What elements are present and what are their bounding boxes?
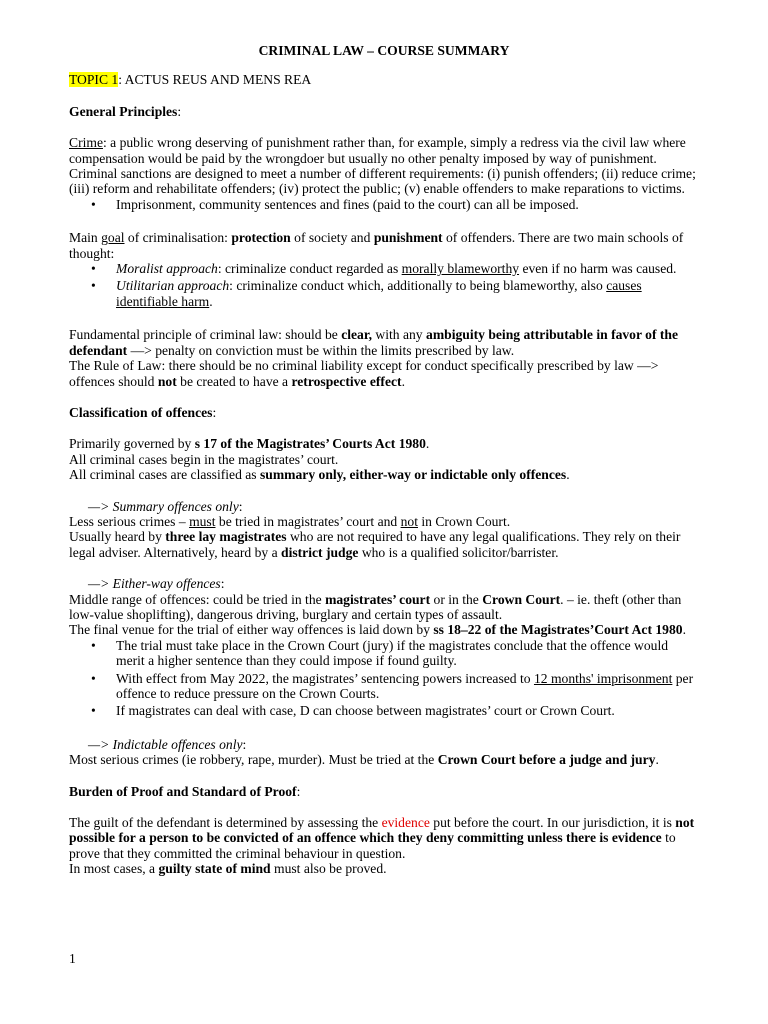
document-title: CRIMINAL LAW – COURSE SUMMARY [258, 43, 510, 58]
page-number: 1 [69, 951, 76, 966]
goal-paragraph: Main goal of criminalisation: protection of society and punishment of offenders. There are two main schools of thought: [69, 230, 684, 261]
burden-heading: Burden of Proof and Standard of Proof: [69, 783, 301, 799]
general-principles-heading: General Principles: [69, 103, 182, 119]
schools-of-thought-list [69, 261, 699, 309]
summary-offences-heading: —> Summary offences only: [88, 498, 243, 514]
indictable-heading: —> Indictable offences only: [88, 736, 247, 752]
summary-line-2: Usually heard by three lay magistrates who are not required to have any legal qualifications. They rely on their legal adviser. Alternatively, heard by a district judge who is a qualified solicitor/barrister. [69, 529, 681, 560]
crime-term: Crime [69, 135, 103, 151]
cases-begin-line: All criminal cases begin in the magistrates’ court. [69, 451, 339, 467]
evidence-word: evidence [381, 815, 430, 831]
list-item: • With effect from May 2022, the magistrates’ sentencing powers increased to 12 months' imprisonment per offence to reduce pressure on the Crown Courts. [91, 670, 694, 701]
either-way-line-2: The final venue for the trial of either way offences is laid down by ss 18–22 of the Magistrates’Court Act 1980. [69, 622, 686, 638]
either-way-heading: —> Either-way offences: [88, 576, 225, 592]
either-way-line-1: Middle range of offences: could be tried in the magistrates’ court or in the Crown Court. – ie. theft (other than low-value shoplifting), dangerous driving, burglary and certain types of assault. [69, 591, 682, 622]
topic-heading: TOPIC 1: ACTUS REUS AND MENS REA [69, 72, 312, 88]
rule-of-law-paragraph: The Rule of Law: there should be no criminal liability except for conduct specifically prescribed by law —> offences should not be created to have a retrospective effect. [69, 358, 659, 389]
summary-line-1: Less serious crimes – must be tried in magistrates’ court and not in Crown Court. [69, 513, 511, 529]
document-page [69, 43, 699, 877]
governed-by-line: Primarily governed by s 17 of the Magistrates’ Courts Act 1980. [69, 436, 430, 452]
list-item: • If magistrates can deal with case, D can choose between magistrates’ court or Crown Court. [91, 703, 615, 719]
crime-definition: Crime: a public wrong deserving of punishment rather than, for example, simply a redress via the civil law where compensation would be paid by the wrongdoer but usually no other penalty imposed by way of punishment. [69, 135, 686, 166]
list-item: • Imprisonment, community sentences and fines (paid to the court) can all be imposed. [91, 196, 579, 212]
sanctions-list [69, 197, 699, 212]
list-item: • The trial must take place in the Crown Court (jury) if the magistrates conclude that the offence would merit a higher sentence than they could impose if found guilty. [91, 637, 669, 669]
indictable-line-1: Most serious crimes (ie robbery, rape, murder). Must be tried at the Crown Court before a judge and jury. [69, 752, 659, 768]
burden-paragraph: The guilt of the defendant is determined by assessing the evidence put before the court. In our jurisdiction, it is not possible for a person to be convicted of an offence which they deny committing unless there is evidence to prove that they committed the criminal behaviour in question. [69, 815, 695, 861]
fundamental-principle-paragraph: Fundamental principle of criminal law: should be clear, with any ambiguity being attributable in favor of the defendant —> penalty on conviction must be within the limits prescribed by law. [69, 327, 679, 358]
sanctions-paragraph: Criminal sanctions are designed to meet a number of different requirements: (i) punish offenders; (ii) reduce crime; (iii) reform and rehabilitate offenders; (iv) protect the public; (v) enable offenders to make reparations to victims. [69, 166, 696, 197]
classification-heading: Classification of offences: [69, 404, 217, 420]
cases-classified-line: All criminal cases are classified as summary only, either-way or indictable only offences. [69, 467, 570, 483]
list-item: • Utilitarian approach: criminalize conduct which, additionally to being blameworthy, also causes identifiable harm. [91, 278, 642, 309]
list-item: • Moralist approach: criminalize conduct regarded as morally blameworthy even if no harm was caused. [91, 261, 677, 277]
topic-label-highlight: TOPIC 1 [69, 72, 119, 88]
guilty-mind-line: In most cases, a guilty state of mind must also be proved. [69, 861, 387, 877]
either-way-list [69, 638, 699, 719]
